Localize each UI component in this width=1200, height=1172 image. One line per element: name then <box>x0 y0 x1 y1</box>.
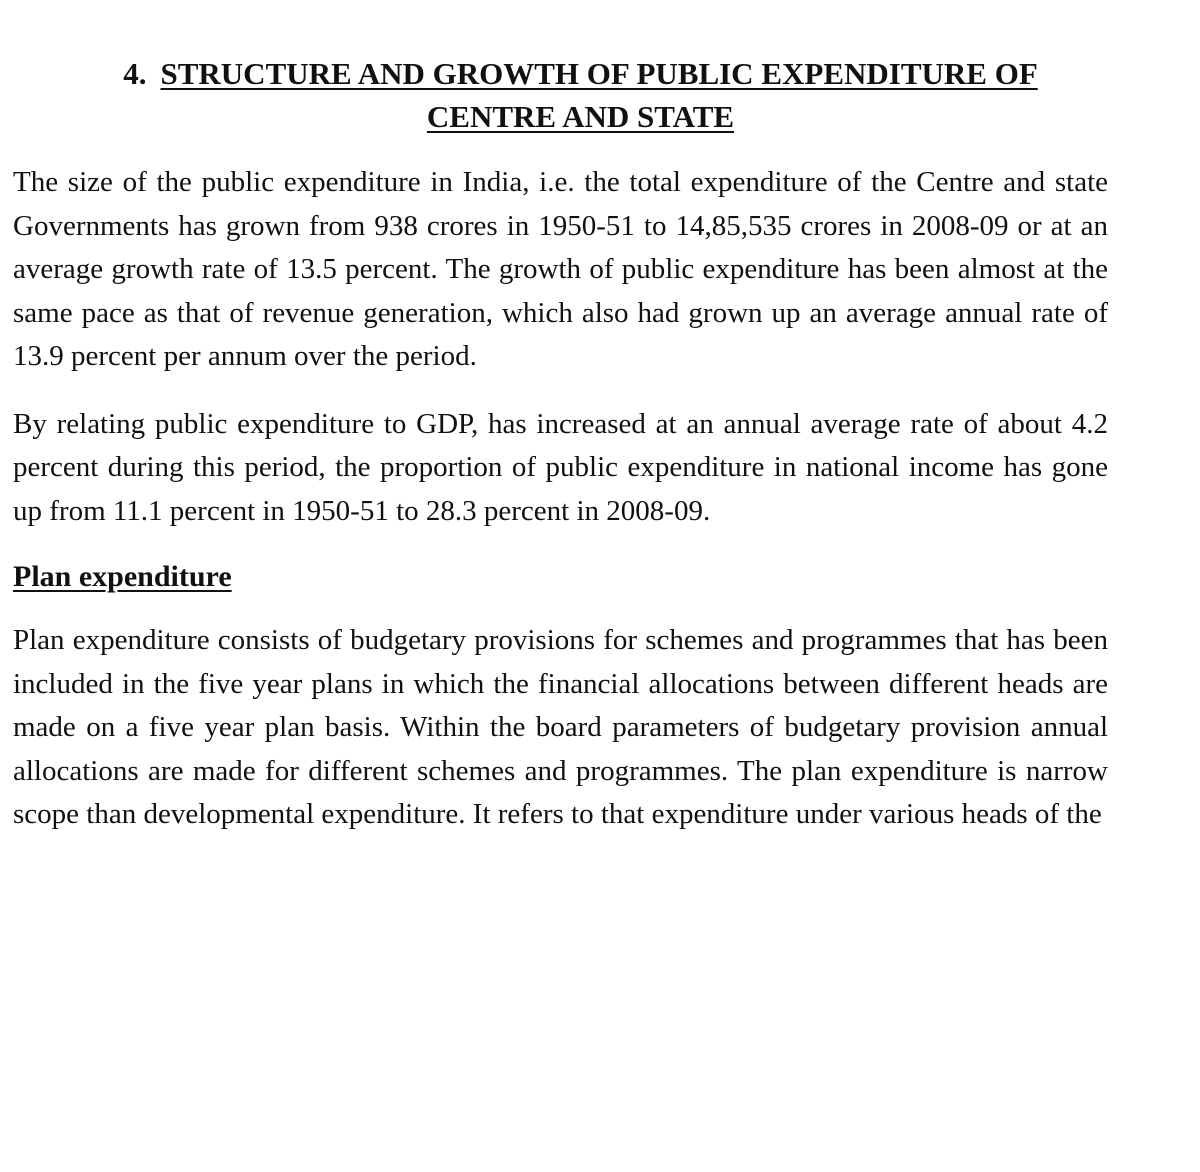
chapter-heading <box>13 52 1108 138</box>
chapter-title-line1: STRUCTURE AND GROWTH OF PUBLIC EXPENDITURE OF <box>160 56 1038 91</box>
paragraph-plan-expenditure: Plan expenditure consists of budgetary provisions for schemes and programmes that has been included in the five year plans in which the financial allocations between different heads are made on a five year plan basis. Within the board parameters of budgetary provision annual allocations are made for different schemes and programmes. The plan expenditure is narrow scope than developmental expenditure. It refers to that expenditure under various heads of the <box>13 624 1108 830</box>
chapter-title-line2: CENTRE AND STATE <box>426 99 735 134</box>
section-plan-expenditure <box>13 557 1108 619</box>
paragraph-public-expenditure-size: The size of the public expenditure in India, i.e. the total expenditure of the Centre and state Governments has grown from 938 crores in 1950-51 to 14,85,535 crores in 2008-09 or at an average growth rate of 13.5 percent. The growth of public expenditure has been almost at the same pace as that of revenue generation, which also had grown up an average annual rate of 13.9 percent per annum over the period. <box>13 166 1108 372</box>
section-heading: Plan expenditure <box>13 560 232 593</box>
paragraph-expenditure-gdp: By relating public expenditure to GDP, has increased at an annual average rate of about 4.2 percent during this period, the proportion of public expenditure in national income has gone up from 11.1 percent in 1950-51 to 28.3 percent in 2008-09. <box>13 407 1108 527</box>
chapter-number: 4. <box>123 56 147 91</box>
document-page <box>13 52 1108 861</box>
